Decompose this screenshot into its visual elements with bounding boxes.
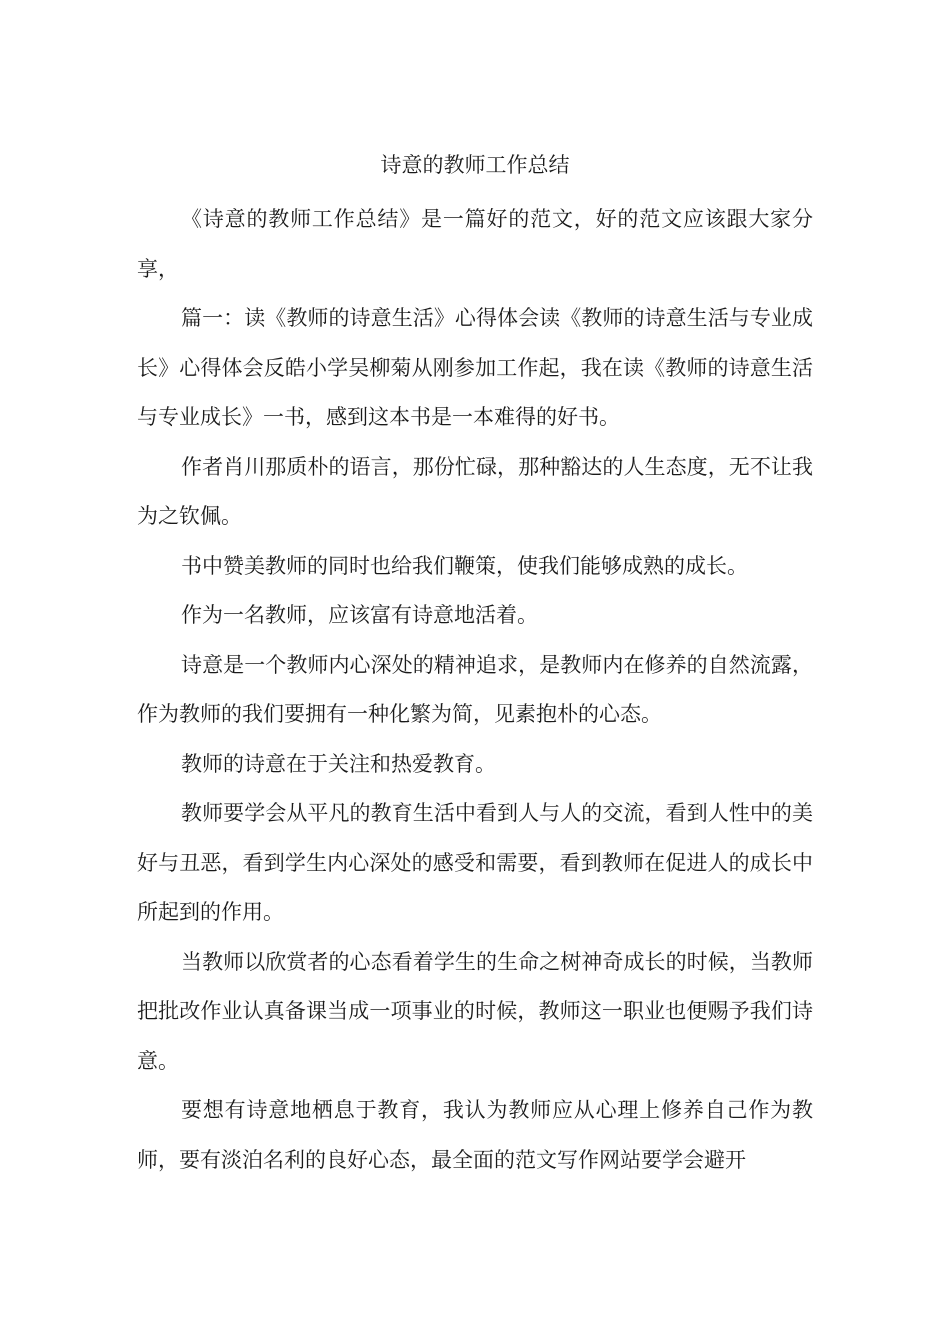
paragraph: 教师要学会从平凡的教育生活中看到人与人的交流，看到人性中的美好与丑恶，看到学生内心深处的感受和需要，看到教师在促进人的成长中所起到的作用。 (137, 801, 813, 924)
paragraph: 篇一：读《教师的诗意生活》心得体会读《教师的诗意生活与专业成长》心得体会反皓小学吴柳菊从刚参加工作起，我在读《教师的诗意生活与专业成长》一书，感到这本书是一本难得的好书。 (137, 306, 813, 429)
paragraph: 书中赞美教师的同时也给我们鞭策，使我们能够成熟的成长。 (181, 553, 748, 578)
document-body (137, 195, 813, 1185)
paragraph: 作为一名教师，应该富有诗意地活着。 (181, 603, 538, 627)
paragraph: 作者肖川那质朴的语言，那份忙碌，那种豁达的人生态度，无不让我为之钦佩。 (137, 454, 813, 528)
paragraph: 诗意是一个教师内心深处的精神追求，是教师内在修养的自然流露，作为教师的我们要拥有一种化繁为简，见素抱朴的心态。 (137, 652, 813, 726)
document-title: 诗意的教师工作总结 (380, 153, 570, 177)
paragraph: 要想有诗意地栖息于教育，我认为教师应从心理上修养自己作为教师，要有淡泊名利的良好心态，最全面的范文写作网站要学会避开 (137, 1098, 813, 1172)
paragraph: 当教师以欣赏者的心态看着学生的生命之树神奇成长的时候，当教师把批改作业认真备课当成一项事业的时候，教师这一职业也便赐予我们诗意。 (137, 949, 813, 1073)
paragraph: 教师的诗意在于关注和热爱教育。 (181, 751, 496, 776)
paragraph: 《诗意的教师工作总结》是一篇好的范文，好的范文应该跟大家分享， (137, 207, 813, 281)
